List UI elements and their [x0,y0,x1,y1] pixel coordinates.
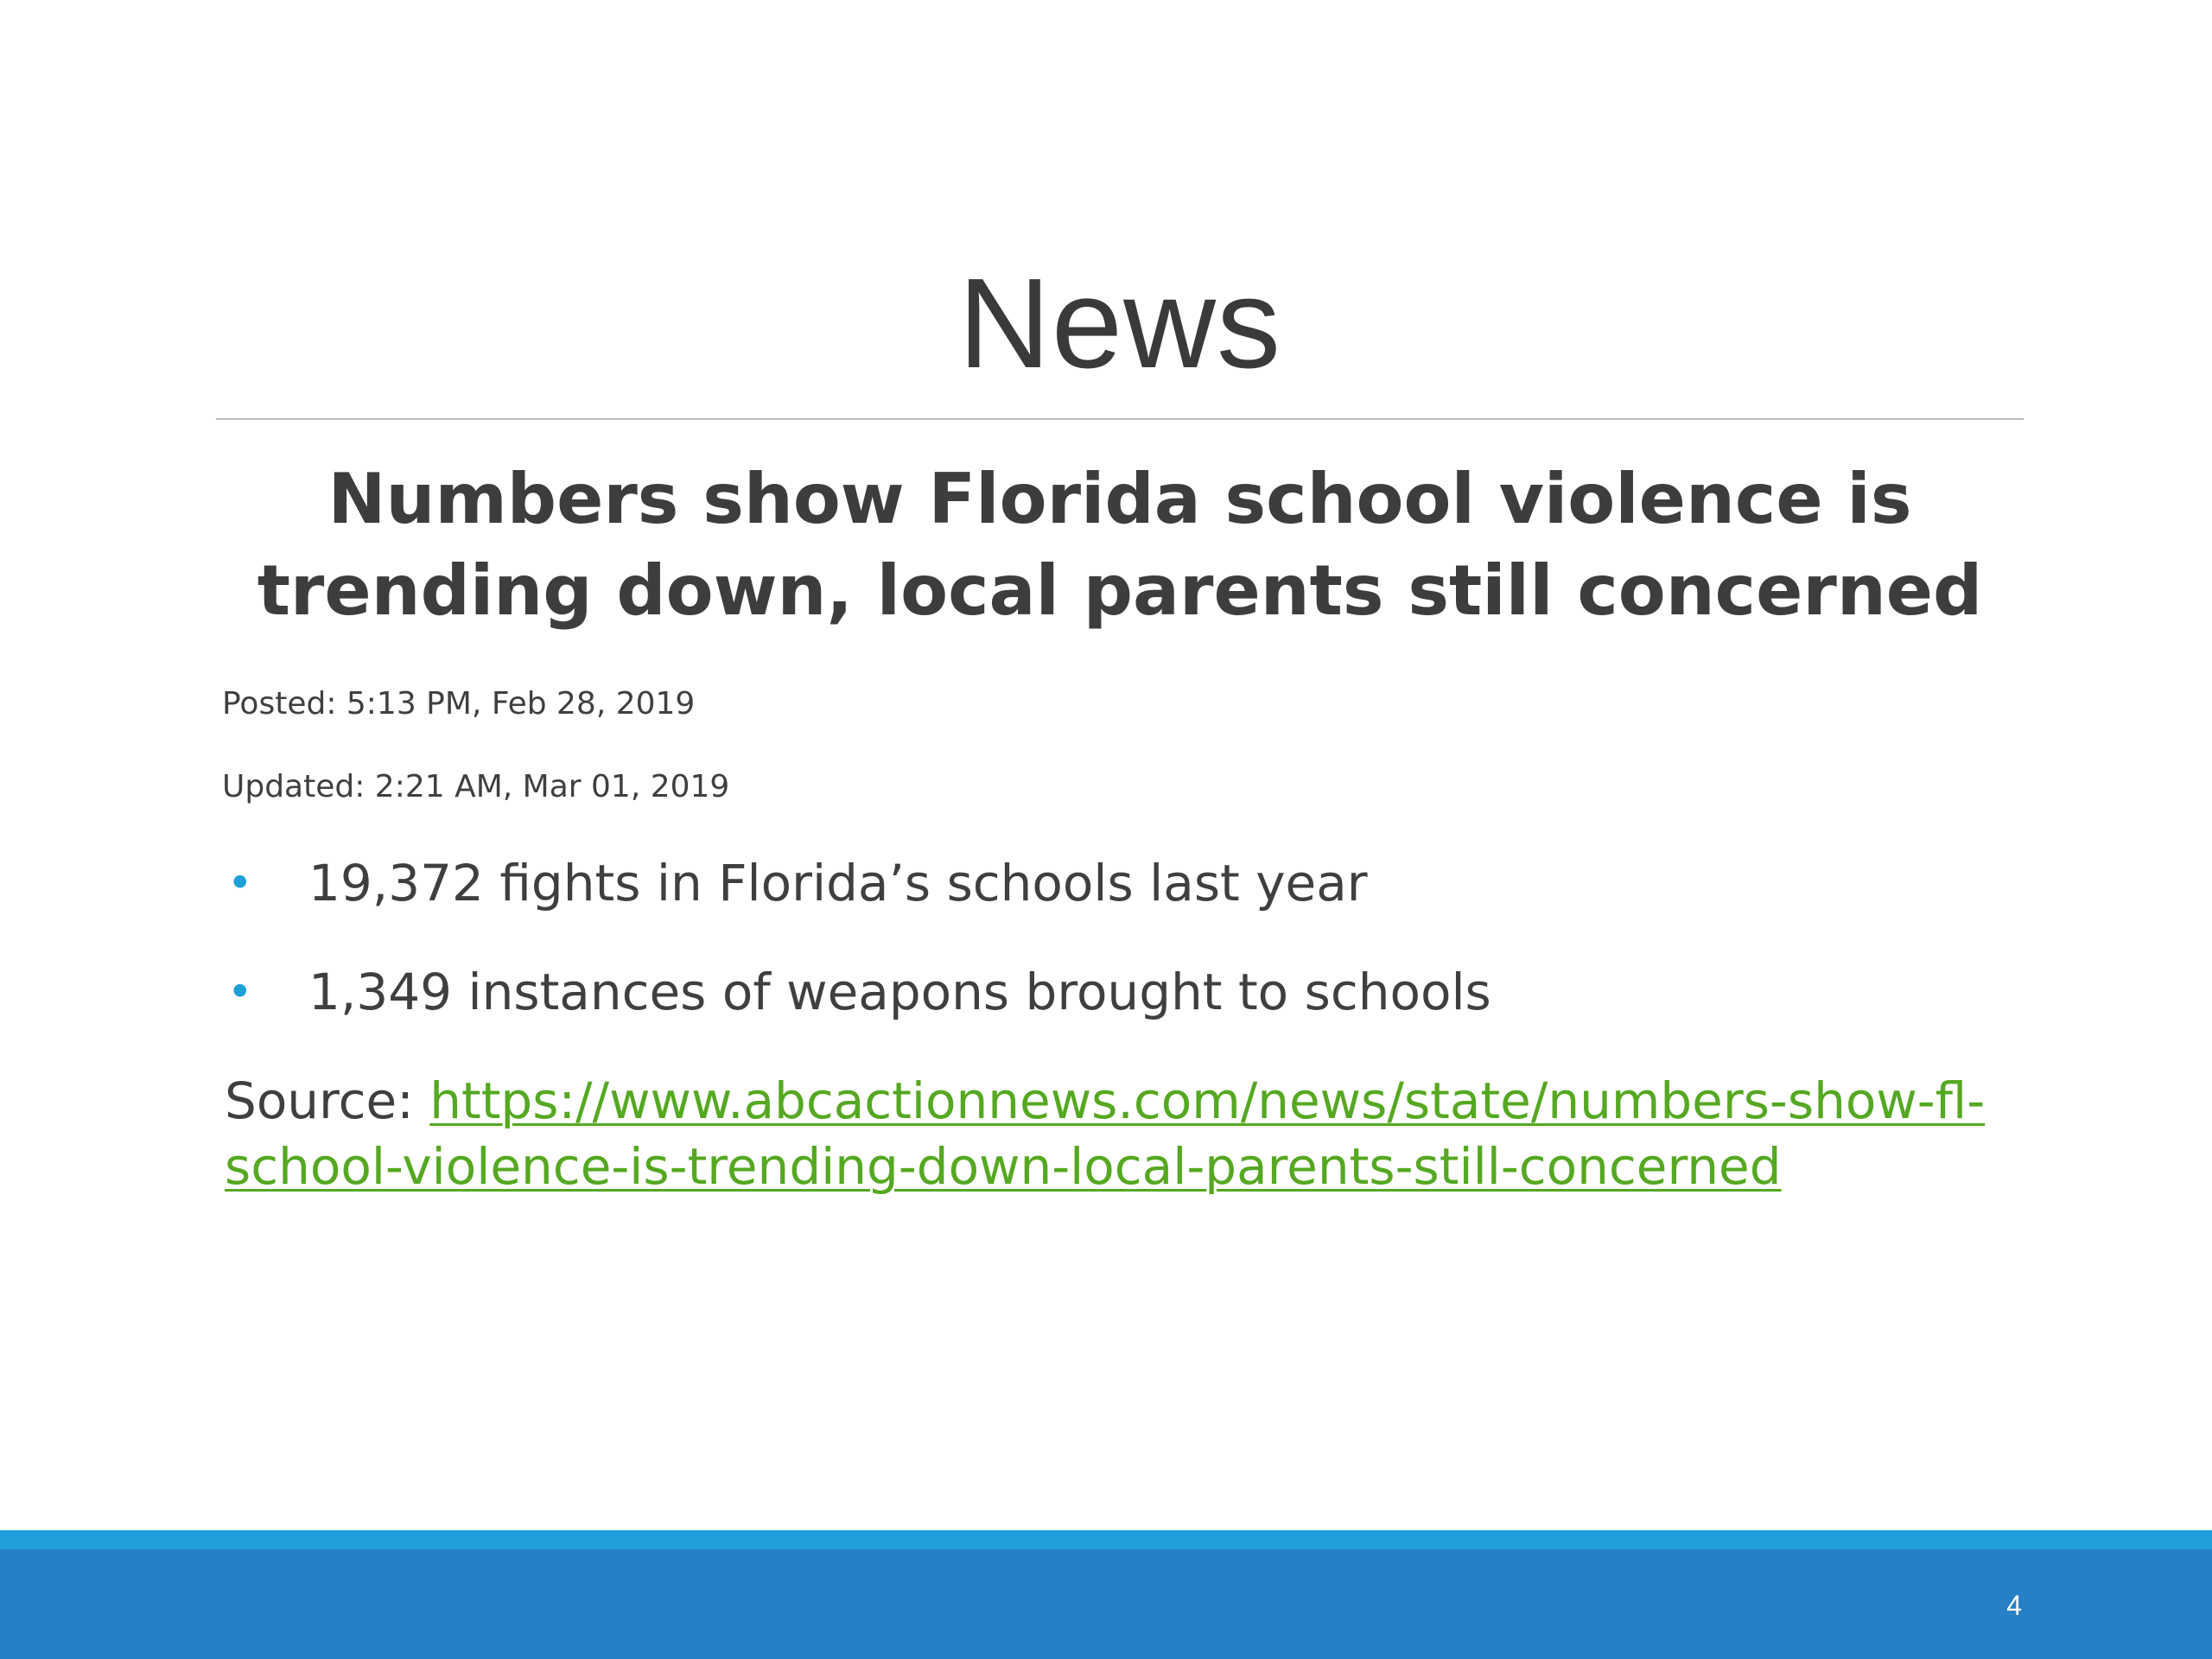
article-headline: Numbers show Florida school violence is trending down, local parents still concerned [257,459,1983,631]
posted-timestamp: Posted: 5:13 PM, Feb 28, 2019 [222,686,696,721]
bullet-list [222,847,2024,1065]
page-number: 4 [2006,1590,2022,1621]
source-link[interactable]: https://www.abcactionnews.com/news/state/numbers-show-fl-school-violence-is-trending-down-local-parents-still-concerned [225,1071,1986,1196]
source-citation [225,1068,2031,1199]
bullet-text: 19,372 fights in Florida’s schools last year [308,854,1368,912]
updated-timestamp: Updated: 2:21 AM, Mar 01, 2019 [222,769,730,804]
slide-title: News [957,252,1282,395]
bullet-text: 1,349 instances of weapons brought to schools [308,963,1491,1021]
footer-bar [0,1549,2212,1659]
source-label: Source: [225,1071,430,1130]
bullet-marker-icon: • [227,967,253,1017]
title-divider [216,418,2024,420]
footer-accent-bar [0,1530,2212,1549]
bullet-marker-icon: • [227,858,253,908]
bullet-item [222,956,2024,1065]
bullet-item [222,847,2024,956]
